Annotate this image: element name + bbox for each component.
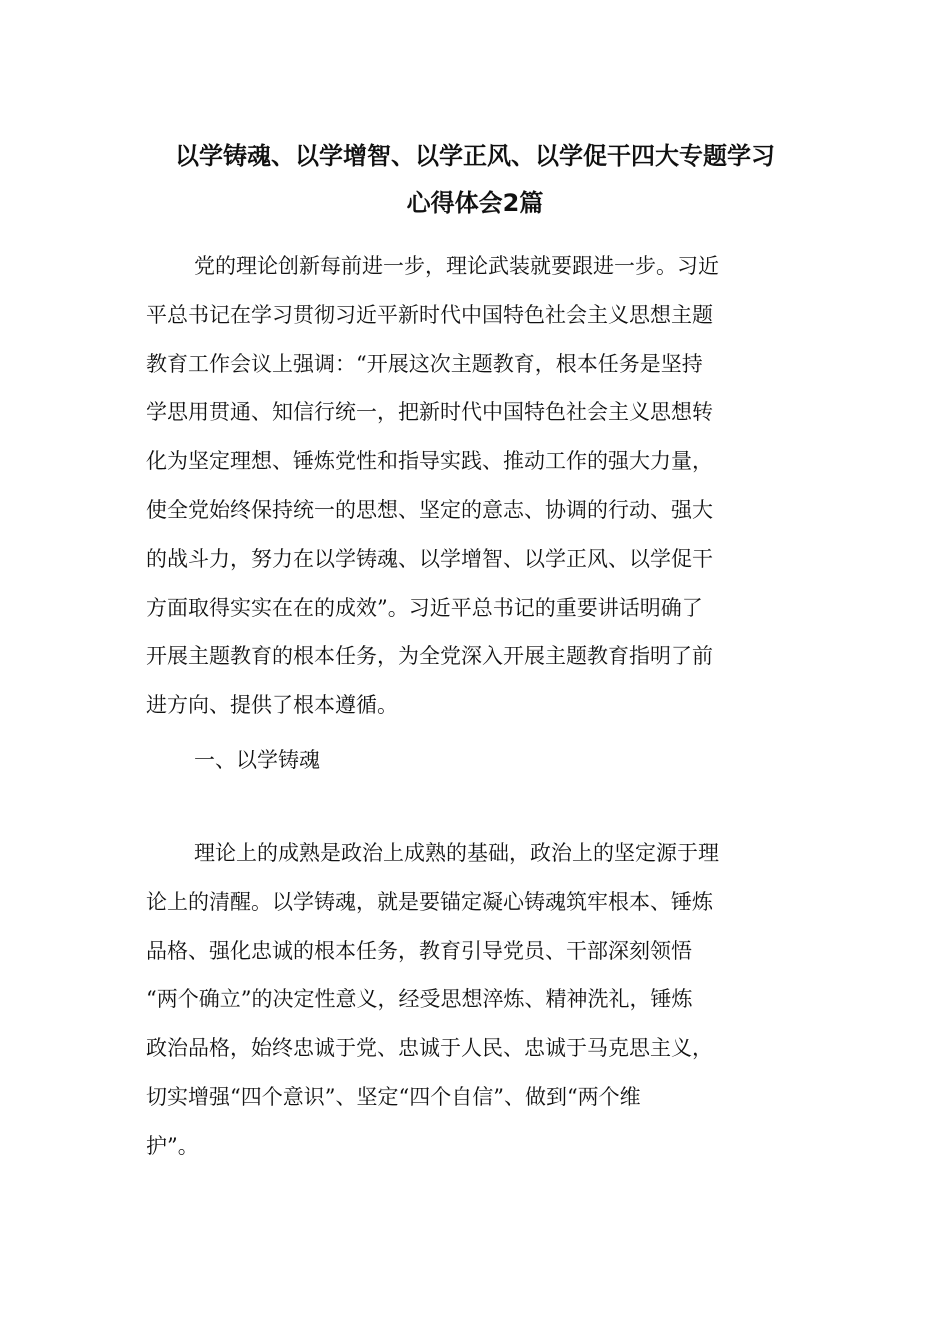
paragraph-line: “两个确立”的决定性意义，经受思想淬炼、精神洗礼，锤炼 [146, 987, 693, 1012]
paragraph-line: 平总书记在学习贯彻习近平新时代中国特色社会主义思想主题 [146, 302, 713, 327]
paragraph-line: 理论上的成熟是政治上成熟的基础，政治上的坚定源于理 [194, 841, 719, 865]
paragraph-line: 政治品格，始终忠诚于党、忠诚于人民、忠诚于马克思主义， [146, 1036, 713, 1061]
paragraph-line: 学思用贯通、知信行统一，把新时代中国特色社会主义思想转 [146, 400, 713, 425]
paragraph-line: 进方向、提供了根本遵循。 [146, 693, 398, 718]
paragraph-line: 的战斗力，努力在以学铸魂、以学增智、以学正风、以学促干 [146, 546, 713, 571]
paragraph-line: 使全党始终保持统一的思想、坚定的意志、协调的行动、强大 [146, 497, 713, 522]
paragraph-line: 方面取得实实在在的成效”。习近平总书记的重要讲话明确了 [146, 595, 703, 620]
paragraph-section-1 [146, 829, 796, 1171]
paragraph-line: 品格、强化忠诚的根本任务，教育引导党员、干部深刻领悟 [146, 938, 692, 963]
section-heading-1 [146, 736, 796, 785]
paragraph-line: 论上的清醒。以学铸魂，就是要锚定凝心铸魂筑牢根本、锤炼 [146, 889, 713, 914]
paragraph-line: 护”。 [146, 1133, 199, 1158]
paragraph-line: 教育工作会议上强调：“开展这次主题教育，根本任务是坚持 [146, 351, 703, 376]
paragraph-line: 切实增强“四个意识”、坚定“四个自信”、做到“两个维 [146, 1084, 641, 1109]
section-heading-text: 一、以学铸魂 [194, 748, 320, 772]
paragraph-line: 化为坚定理想、锤炼党性和指导实践、推动工作的强大力量， [146, 449, 713, 474]
document-title-line-1: 以学铸魂、以学增智、以学正风、以学促干四大专题学习 [175, 142, 775, 170]
paragraph-line: 开展主题教育的根本任务，为全党深入开展主题教育指明了前 [146, 644, 713, 669]
document-title-line-2: 心得体会2篇 [406, 189, 544, 217]
paragraph-intro [146, 242, 796, 730]
paragraph-line: 党的理论创新每前进一步，理论武装就要跟进一步。习近 [194, 254, 719, 278]
